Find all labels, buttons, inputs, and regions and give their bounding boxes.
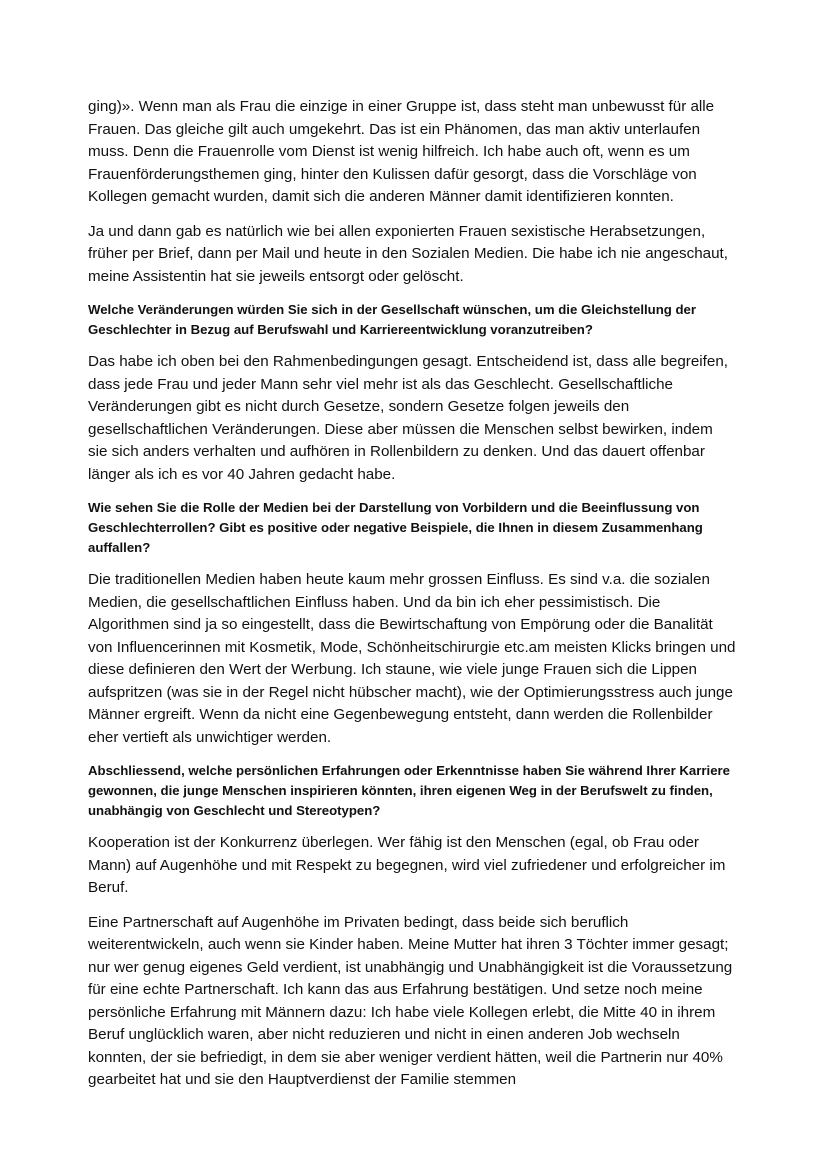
- question-personal-experiences: Abschliessend, welche persönlichen Erfahrungen oder Erkenntnisse haben Sie während Ihrer Karriere gewonnen, die junge Menschen inspirieren könnten, ihren eigenen Weg in der Berufswelt zu finden, unabhängig von Geschlecht und Stereotypen?: [88, 763, 730, 818]
- answer-cooperation: Kooperation ist der Konkurrenz überlegen. Wer fähig ist den Menschen (egal, ob Frau oder Mann) auf Augenhöhe und mit Respekt zu begegnen, wird viel zufriedener und erfolgreicher im Beruf.: [88, 834, 726, 896]
- answer-partnership: Eine Partnerschaft auf Augenhöhe im Privaten bedingt, dass beide sich beruflich weiterentwickeln, auch wenn sie Kinder haben. Meine Mutter hat ihren 3 Töchter immer gesagt; nur wer genug eigenes Geld verdient, ist unabhängig und Unabhängigkeit ist die Voraussetzung für eine echte Partnerschaft. Ich kann das aus Erfahrung bestätigen. Und setze noch meine persönliche Erfahrung mit Männern dazu: Ich habe viele Kollegen erlebt, die Mitte 40 in ihrem Beruf unglücklich waren, aber nicht reduzieren und nicht in einen anderen Job wechseln konnten, der sie befriedigt, in dem sie aber weniger verdient hätten, weil die Partnerin nur 40% gearbeitet hat und sie den Hauptverdienst der Familie stemmen: [88, 913, 733, 1088]
- paragraph-sexist-remarks: Ja und dann gab es natürlich wie bei allen exponierten Frauen sexistische Herabsetzungen, früher per Brief, dann per Mail und heute in den Sozialen Medien. Die habe ich nie angeschaut, meine Assistentin hat sie jeweils entsorgt oder gelöscht.: [88, 222, 728, 285]
- question-media-role: Wie sehen Sie die Rolle der Medien bei der Darstellung von Vorbildern und die Beeinflussung von Geschlechterrollen? Gibt es positive oder negative Beispiele, die Ihnen in diesem Zusammenhang auffallen?: [88, 500, 703, 555]
- paragraph-gender-role: ging)». Wenn man als Frau die einzige in einer Gruppe ist, dass steht man unbewusst für alle Frauen. Das gleiche gilt auch umgekehrt. Das ist ein Phänomen, das man aktiv unterlaufen muss. Denn die Frauenrolle vom Dienst ist wenig hilfreich. Ich habe auch oft, wenn es um Frauenförderungsthemen ging, hinter den Kulissen dafür gesorgt, dass die Vorschläge von Kollegen gemacht wurden, damit sich die anderen Männer damit identifizieren konnten.: [88, 98, 715, 205]
- document-page: [88, 96, 736, 1104]
- question-society-changes: Welche Veränderungen würden Sie sich in der Gesellschaft wünschen, um die Gleichstellung der Geschlechter in Bezug auf Berufswahl und Karriereentwicklung voranzutreiben?: [88, 302, 697, 337]
- answer-media-role: Die traditionellen Medien haben heute kaum mehr grossen Einfluss. Es sind v.a. die sozialen Medien, die gesellschaftlichen Einfluss haben. Und da bin ich eher pessimistisch. Die Algorithmen sind ja so eingestellt, dass die Bewirtschaftung von Empörung oder die Banalität von Influencerinnen mit Kosmetik, Mode, Schönheitschirurgie etc.am meisten Klicks bringen und diese definieren den Wert der Werbung. Ich staune, wie viele junge Frauen sich die Lippen aufspritzen (was sie in der Regel nicht hübscher macht), wie der Optimierungsstress auch junge Männer ergreift. Wenn da nicht eine Gegenbewegung entsteht, dann werden die Rollenbilder eher vertieft als unwichtiger werden.: [88, 571, 736, 746]
- answer-society-changes: Das habe ich oben bei den Rahmenbedingungen gesagt. Entscheidend ist, dass alle begreifen, dass jede Frau und jeder Mann sehr viel mehr ist als das Geschlecht. Gesellschaftliche Veränderungen gibt es nicht durch Gesetze, sondern Gesetze folgen jeweils den gesellschaftlichen Veränderungen. Diese aber müssen die Menschen selbst bewirken, indem sie sich anders verhalten und aufhören in Rollenbildern zu denken. Und das dauert offenbar länger als ich es vor 40 Jahren gedacht habe.: [88, 353, 729, 483]
